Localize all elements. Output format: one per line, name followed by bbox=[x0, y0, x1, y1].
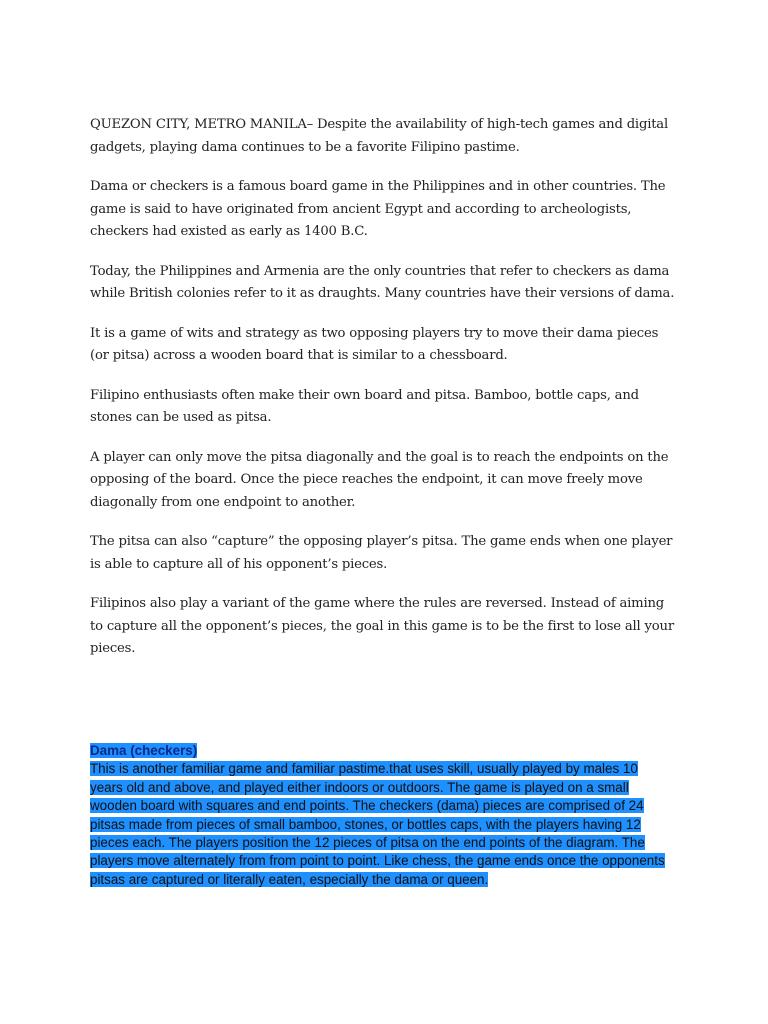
article-paragraph-5: Filipino enthusiasts often make their own board and pitsa. Bamboo, bottle caps, and stones can be used as pitsa. bbox=[90, 387, 639, 425]
highlighted-body-line bbox=[90, 760, 670, 889]
highlighted-body-text[interactable]: This is another familiar game and familiar pastime.that uses skill, usually played by males 10 years old and above, and played either indoors or outdoors. The game is played on a small wooden board with squares and end points. The checkers (dama) pieces are comprised of 24 pitsas made from pieces of small bamboo, stones, or bottles caps, with the players having 12 pieces each. The players position the 12 pieces of pitsa on the end points of the diagram. The players move alternately from from point to point. Like chess, the game ends once the opponents pitsas are captured or literally eaten, especially the dama or queen. bbox=[90, 761, 665, 887]
highlighted-heading-line bbox=[90, 742, 670, 760]
article-paragraph-8: Filipinos also play a variant of the game where the rules are reversed. Instead of aiming to capture all the opponent’s pieces, the goal in this game is to be the first to lose all your pieces. bbox=[90, 596, 674, 656]
highlighted-heading[interactable]: Dama (checkers) bbox=[90, 743, 198, 758]
article-paragraph-7: The pitsa can also “capture” the opposing player’s pitsa. The game ends when one player is able to capture all of his opponent’s pieces. bbox=[90, 534, 673, 572]
article-paragraph-2: Dama or checkers is a famous board game in the Philippines and in other countries. The game is said to have originated from ancient Egypt and according to archeologists, checkers had existed as early as 1400 B.C. bbox=[90, 179, 666, 239]
article-paragraph-4: It is a game of wits and strategy as two opposing players try to move their dama pieces (or pitsa) across a wooden board that is similar to a chessboard. bbox=[90, 325, 659, 363]
article-paragraph-1: QUEZON CITY, METRO MANILA– Despite the availability of high-tech games and digital gadgets, playing dama continues to be a favorite Filipino pastime. bbox=[90, 117, 668, 155]
highlighted-section[interactable] bbox=[90, 742, 670, 889]
article-paragraph-3: Today, the Philippines and Armenia are the only countries that refer to checkers as dama while British colonies refer to it as draughts. Many countries have their versions of dama. bbox=[90, 263, 675, 301]
article-paragraph-6: A player can only move the pitsa diagonally and the goal is to reach the endpoints on the opposing of the board. Once the piece reaches the endpoint, it can move freely move diagonally from one endpoint to another. bbox=[90, 449, 669, 510]
article-body bbox=[90, 114, 680, 678]
